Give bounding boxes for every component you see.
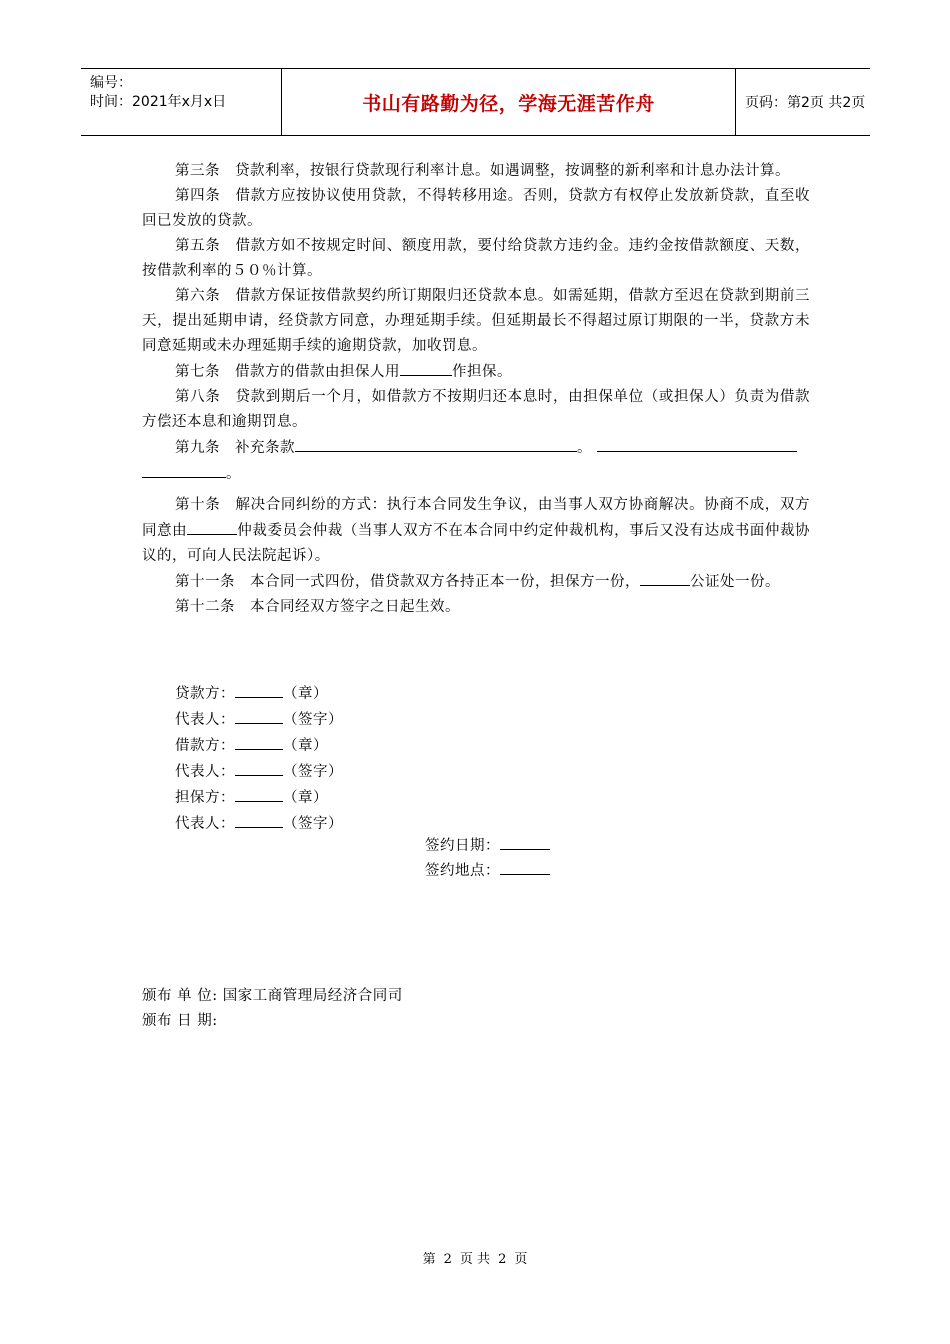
signing-date: 签约日期： [425, 833, 550, 855]
article-7 [142, 359, 810, 385]
supplement-blank-3[interactable] [142, 461, 226, 478]
time-label: 时间：2021年x月x日 [90, 94, 227, 110]
signature-row: 借款方： （章） [175, 733, 343, 759]
motto-text: 书山有路勤为径，学海无涯苦作舟 [362, 92, 655, 115]
signing-place-blank[interactable] [500, 858, 550, 875]
article-12: 第十二条 本合同经双方签字之日起生效。 [175, 599, 460, 615]
article-7-text: 第七条 借款方的借款由担保人用 [175, 364, 400, 380]
article-5: 第五条 借款方如不按规定时间、额度用款，要付给贷款方违约金。违约金按借款额度、天数，按借款利率的５０％计算。 [142, 238, 810, 279]
article-9-end: 。 [226, 466, 241, 482]
document-header [81, 68, 870, 136]
supplement-blank-1[interactable] [295, 435, 577, 452]
signing-date-blank[interactable] [500, 833, 550, 850]
arbitration-blank[interactable] [187, 518, 237, 535]
collateral-blank[interactable] [400, 359, 452, 376]
article-10-text: 第十条 解决合同纠纷的方式：执行本合同发生争议，由当事人双方协商解决。协商不成，双方同意由 [142, 497, 810, 539]
header-motto-cell [282, 69, 736, 135]
article-10-tail: 仲裁委员会仲裁（当事人双方不在本合同中约定仲裁机构，事后又没有达成书面仲裁协议的，可向人民法院起诉）。 [142, 523, 811, 564]
article-7-tail: 作担保。 [452, 364, 512, 380]
page-indicator: 页码：第2页 共2页 [745, 95, 866, 111]
article-3: 第三条 贷款利率，按银行贷款现行利率计息。如遇调整，按调整的新利率和计息办法计算。 [175, 163, 790, 179]
signature-row: 代表人： （签字） [175, 811, 343, 837]
header-meta-cell [81, 69, 282, 135]
publish-unit-value: 国家工商管理局经济合同司 [222, 988, 403, 1004]
signature-block [175, 681, 343, 837]
article-9-text: 第九条 补充条款 [175, 440, 295, 456]
signing-place: 签约地点： [425, 858, 550, 880]
signature-row: 代表人： （签字） [175, 707, 343, 733]
publish-date: 颁布 日 期: [142, 1013, 218, 1029]
signature-blank[interactable] [235, 785, 283, 802]
signature-row: 代表人： （签字） [175, 759, 343, 785]
article-6: 第六条 借款方保证按借款契约所订期限归还贷款本息。如需延期，借款方至迟在贷款到期前三天，提出延期申请，经贷款方同意，办理延期手续。但延期最长不得超过原订期限的一半，贷款方未同意延期或未办理延期手续的逾期贷款，加收罚息。 [142, 288, 810, 354]
total-pages: 2 [498, 1252, 507, 1267]
article-4: 第四条 借款方应按协议使用贷款，不得转移用途。否则，贷款方有权停止发放新贷款，直至收回已发放的贷款。 [142, 188, 810, 229]
article-11-text: 第十一条 本合同一式四份，借贷款双方各持正本一份，担保方一份， [175, 574, 640, 590]
signature-blank[interactable] [235, 811, 283, 828]
article-11-tail: 公证处一份。 [690, 574, 780, 590]
signature-row: 担保方： （章） [175, 785, 343, 811]
signature-row: 贷款方： （章） [175, 681, 343, 707]
article-8: 第八条 贷款到期后一个月，如借款方不按期归还本息时，由担保单位（或担保人）负责为借款方偿还本息和逾期罚息。 [142, 389, 810, 430]
supplement-blank-2[interactable] [597, 435, 797, 452]
contract-body [142, 159, 810, 620]
notary-blank[interactable] [640, 569, 690, 586]
page-footer: 第 2 页 共 2 页 [422, 1252, 528, 1267]
header-page-cell [736, 69, 870, 135]
signature-blank[interactable] [235, 733, 283, 750]
publish-unit: 颁布 单 位: 国家工商管理局经济合同司 [142, 988, 403, 1004]
signature-blank[interactable] [235, 707, 283, 724]
code-label: 编号： [90, 75, 132, 91]
signature-blank[interactable] [235, 681, 283, 698]
current-page: 2 [443, 1252, 452, 1267]
article-9-mid: 。 [577, 440, 592, 456]
article-9 [142, 435, 810, 487]
article-10 [142, 493, 810, 569]
signature-blank[interactable] [235, 759, 283, 776]
article-11 [142, 569, 810, 595]
